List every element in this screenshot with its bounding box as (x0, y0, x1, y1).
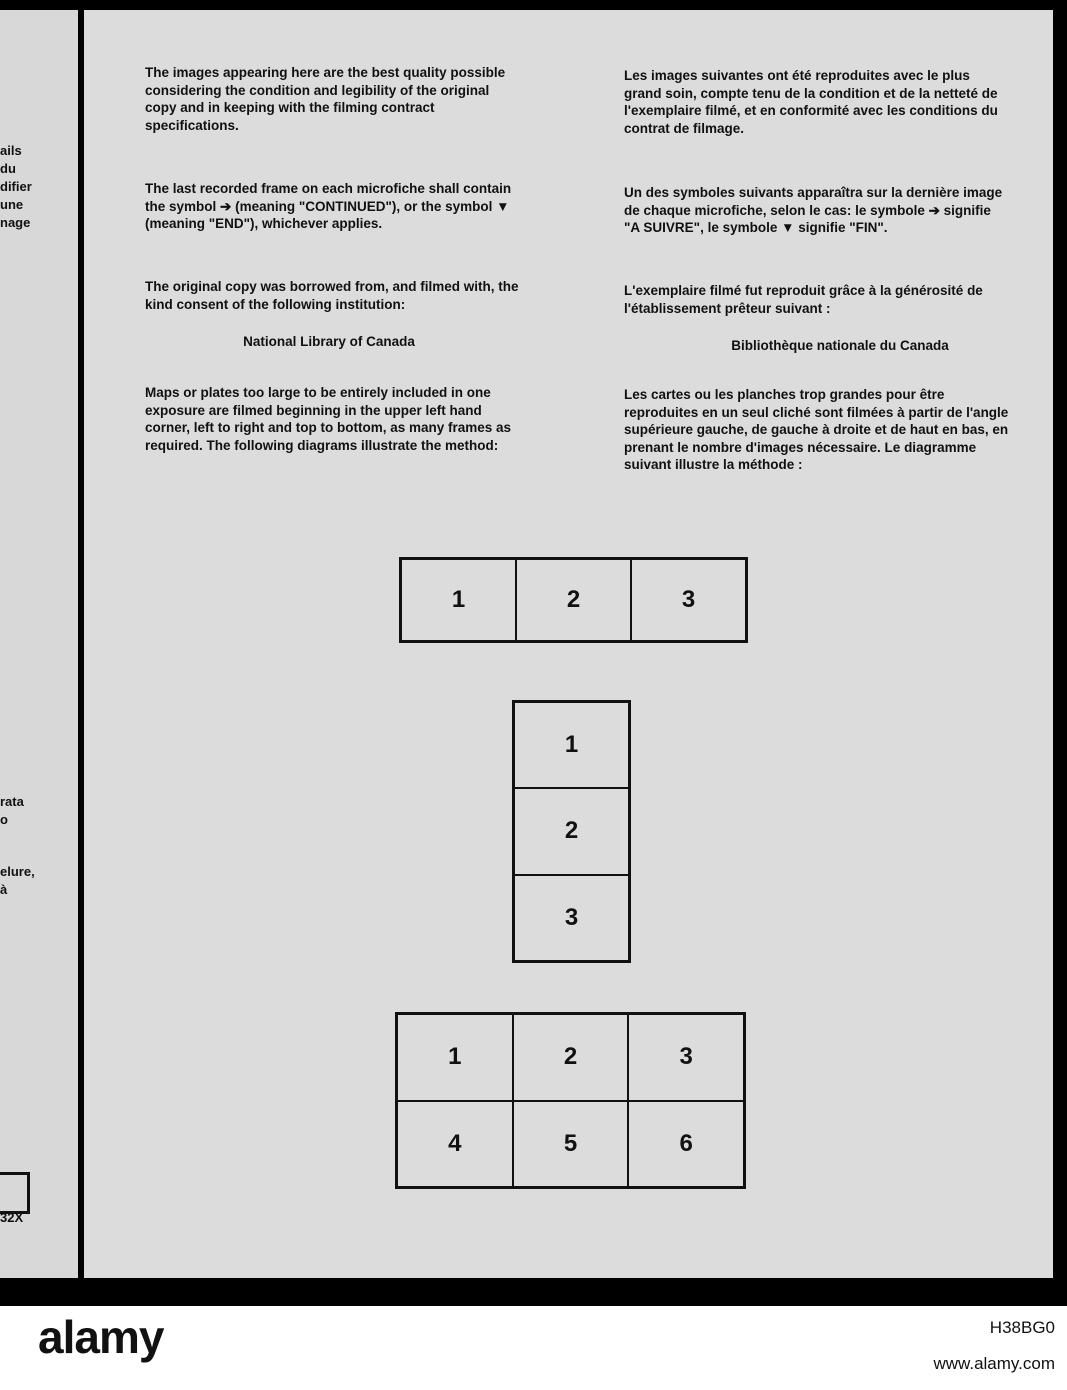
alamy-logo: alamy (38, 1311, 164, 1363)
diagram-cell: 2 (516, 559, 631, 641)
french-paragraph-quality: Les images suivantes ont été reproduites avec le plus grand soin, compte tenu de la condition et de la netteté de l'exemplaire filmé, et en conformité avec les conditions du contrat de filmage. (624, 68, 998, 136)
diagram-cell: 6 (628, 1101, 744, 1188)
diagram-grid (395, 1012, 746, 1189)
site-url: www.alamy.com (933, 1354, 1055, 1373)
left-fragment: ails (0, 143, 22, 158)
diagram-cell: 3 (631, 559, 746, 641)
english-paragraph-quality: The images appearing here are the best quality possible considering the condition and legibility of the original copy and in keeping with the filming contract specifications. (145, 65, 506, 133)
english-paragraph-method: Maps or plates too large to be entirely included in one exposure are filmed beginning in the upper left hand corner, left to right and top to bottom, as many frames as required. The following diagrams illustrate the method: (145, 385, 512, 453)
left-fragment: o (0, 812, 8, 827)
diagram-cell: 3 (628, 1014, 744, 1101)
diagram-cell: 1 (401, 559, 516, 641)
film-border-bottom (0, 1278, 1067, 1306)
left-box (0, 1172, 30, 1214)
diagram-cell: 2 (514, 788, 629, 874)
left-fragment: à (0, 882, 8, 897)
film-border-right (1053, 0, 1067, 1290)
film-border-top (0, 0, 1067, 10)
diagram-column (512, 700, 631, 963)
image-id: H38BG0 (989, 1318, 1055, 1337)
diagram-cell: 1 (514, 702, 629, 788)
french-institution-name: Bibliothèque nationale du Canada (731, 338, 949, 353)
left-fragment: difier (0, 179, 32, 194)
diagram-cell: 4 (397, 1101, 513, 1188)
left-fragment: une (0, 197, 24, 212)
diagram-row (399, 557, 748, 643)
left-fragment: nage (0, 215, 31, 230)
french-paragraph-institution: L'exemplaire filmé fut reproduit grâce à la générosité de l'établissement prêteur suivant : (624, 283, 983, 316)
left-fragment: rata (0, 794, 24, 809)
diagram-cell: 2 (513, 1014, 629, 1101)
french-paragraph-symbols: Un des symboles suivants apparaîtra sur la dernière image de chaque microfiche, selon le cas: le symbole ➔ signifie "A SUIVRE", le symbole ▼ signifie "FIN". (624, 185, 1003, 235)
diagram-cell: 1 (397, 1014, 513, 1101)
diagram-cell: 5 (513, 1101, 629, 1188)
english-paragraph-institution: The original copy was borrowed from, and filmed with, the kind consent of the following institution: (145, 279, 519, 312)
english-institution-name: National Library of Canada (243, 334, 415, 349)
left-fragment: 32X (0, 1210, 24, 1225)
left-fragment: elure, (0, 864, 35, 879)
left-page-strip (0, 10, 78, 1278)
diagram-cell: 3 (514, 875, 629, 961)
left-fragment: du (0, 161, 16, 176)
english-paragraph-symbols: The last recorded frame on each microfiche shall contain the symbol ➔ (meaning "CONTINUED"), or the symbol ▼ (meaning "END"), whichever applies. (145, 181, 512, 231)
french-paragraph-method: Les cartes ou les planches trop grandes pour être reproduites en un seul cliché sont filmées à partir de l'angle supérieure gauche, de gauche à droite et de haut en bas, en prenant le nombre d'images nécessaire. Le diagramme suivant illustre la méthode : (624, 387, 1009, 472)
